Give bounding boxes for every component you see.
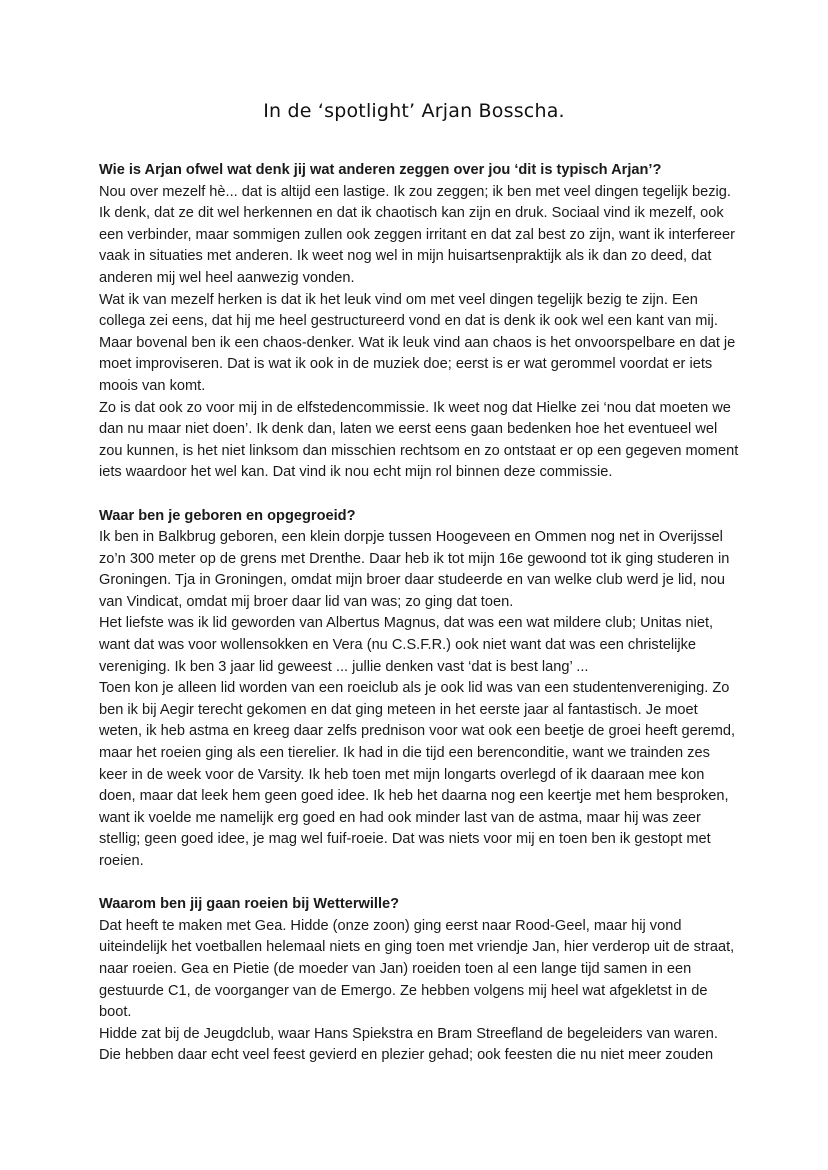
paragraph: Toen kon je alleen lid worden van een roeiclub als je ook lid was van een studentenvereniging. Zo ben ik bij Aegir terecht gekomen en dat ging meteen in het eerste jaar al fantastisch. Je moet weten, ik heb astma en kreeg daar zelfs prednison voor wat ook een beetje de groei heeft geremd, maar het roeien ging als een tierelier. Ik had in die tijd een berenconditie, want we trainden zes keer in de week voor de Varsity. Ik heb toen met mijn longarts overlegd of ik daaraan mee kon doen, maar dat leek hem geen goed idee. Ik heb het daarna nog een keertje met hem besproken, want ik voelde me namelijk erg goed en had ook minder last van de astma, maar hij was zeer stellig; geen goed idee, je mag wel fuif-roeie. Dat was niets voor mij en toen ben ik gestopt met roeien. — [99, 680, 736, 869]
section-why-wetterwille — [99, 894, 739, 1067]
article-body — [99, 160, 739, 1067]
paragraph: Dat heeft te maken met Gea. Hidde (onze zoon) ging eerst naar Rood-Geel, maar hij vond uiteindelijk het voetballen helemaal niets en ging toen met vriendje Jan, hier verderop uit de straat, naar roeien. Gea en Pietie (de moeder van Jan) roeiden toen al een lange tijd samen in een gestuurde C1, de voorganger van de Emergo. Ze hebben volgens mij heel wat afgekletst in de boot. — [99, 917, 735, 1021]
section-who-is-arjan — [99, 160, 739, 484]
section-question: Waar ben je geboren en opgegroeid? — [99, 507, 356, 524]
section-born-and-raised — [99, 506, 739, 873]
section-question: Waarom ben jij gaan roeien bij Wetterwille? — [99, 896, 400, 913]
paragraph: Zo is dat ook zo voor mij in de elfstedencommissie. Ik weet nog dat Hielke zei ‘nou dat moeten we dan nu maar niet doen’. Ik denk dan, laten we eerst eens gaan bedenken hoe het eventueel wel zou kunnen, is het niet linksom dan misschien rechtsom en zo ontstaat er op een gegeven moment iets waardoor het wel kan. Dat vind ik nou echt mijn rol binnen deze commissie. — [99, 399, 739, 481]
paragraph: Het liefste was ik lid geworden van Albertus Magnus, dat was een wat mildere club; Unitas niet, want dat was voor wollensokken en Vera (nu C.S.F.R.) ook niet want dat was een christelijke vereniging. Ik ben 3 jaar lid geweest ... jullie denken vast ‘dat is best lang’ ... — [99, 615, 714, 675]
page-title: In de ‘spotlight’ Arjan Bosscha. — [263, 100, 565, 122]
paragraph: Nou over mezelf hè... dat is altijd een lastige. Ik zou zeggen; ik ben met veel dingen tegelijk bezig. Ik denk, dat ze dit wel herkennen en dat ik chaotisch kan zijn en druk. Sociaal vind ik mezelf, ook een verbinder, maar sommigen zullen ook zeggen irritant en dat zal best zo zijn, want ik interfereer vaak in situaties met anderen. Ik weet nog wel in mijn huisartsenpraktijk als ik dan zo deed, dat anderen mij wel heel aanwezig vonden. — [99, 183, 735, 286]
paragraph: Wat ik van mezelf herken is dat ik het leuk vind om met veel dingen tegelijk bezig te zijn. Een collega zei eens, dat hij me heel gestructureerd vond en dat is denk ik ook wel een kant van mij. Maar bovenal ben ik een chaos-denker. Wat ik leuk vind aan chaos is het onvoorspelbare en dat je moet improviseren. Dat is wat ik ook in de muziek doe; eerst is er wat gerommel voordat er iets moois van komt. — [99, 291, 736, 394]
section-question: Wie is Arjan ofwel wat denk jij wat anderen zeggen over jou ‘dit is typisch Arjan’? — [99, 162, 662, 178]
paragraph: Hidde zat bij de Jeugdclub, waar Hans Spiekstra en Bram Streefland de begeleiders van waren. Die hebben daar echt veel feest gevierd en plezier gehad; ook feesten die nu niet meer zouden — [99, 1025, 718, 1064]
paragraph: Ik ben in Balkbrug geboren, een klein dorpje tussen Hoogeveen en Ommen nog net in Overijssel zo’n 300 meter op de grens met Drenthe. Daar heb ik tot mijn 16e gewoond tot ik ging studeren in Groningen. Tja in Groningen, omdat mijn broer daar studeerde en van welke club werd je lid, nou van Vindicat, omdat mij broer daar lid van was; zo ging dat toen. — [99, 529, 730, 610]
